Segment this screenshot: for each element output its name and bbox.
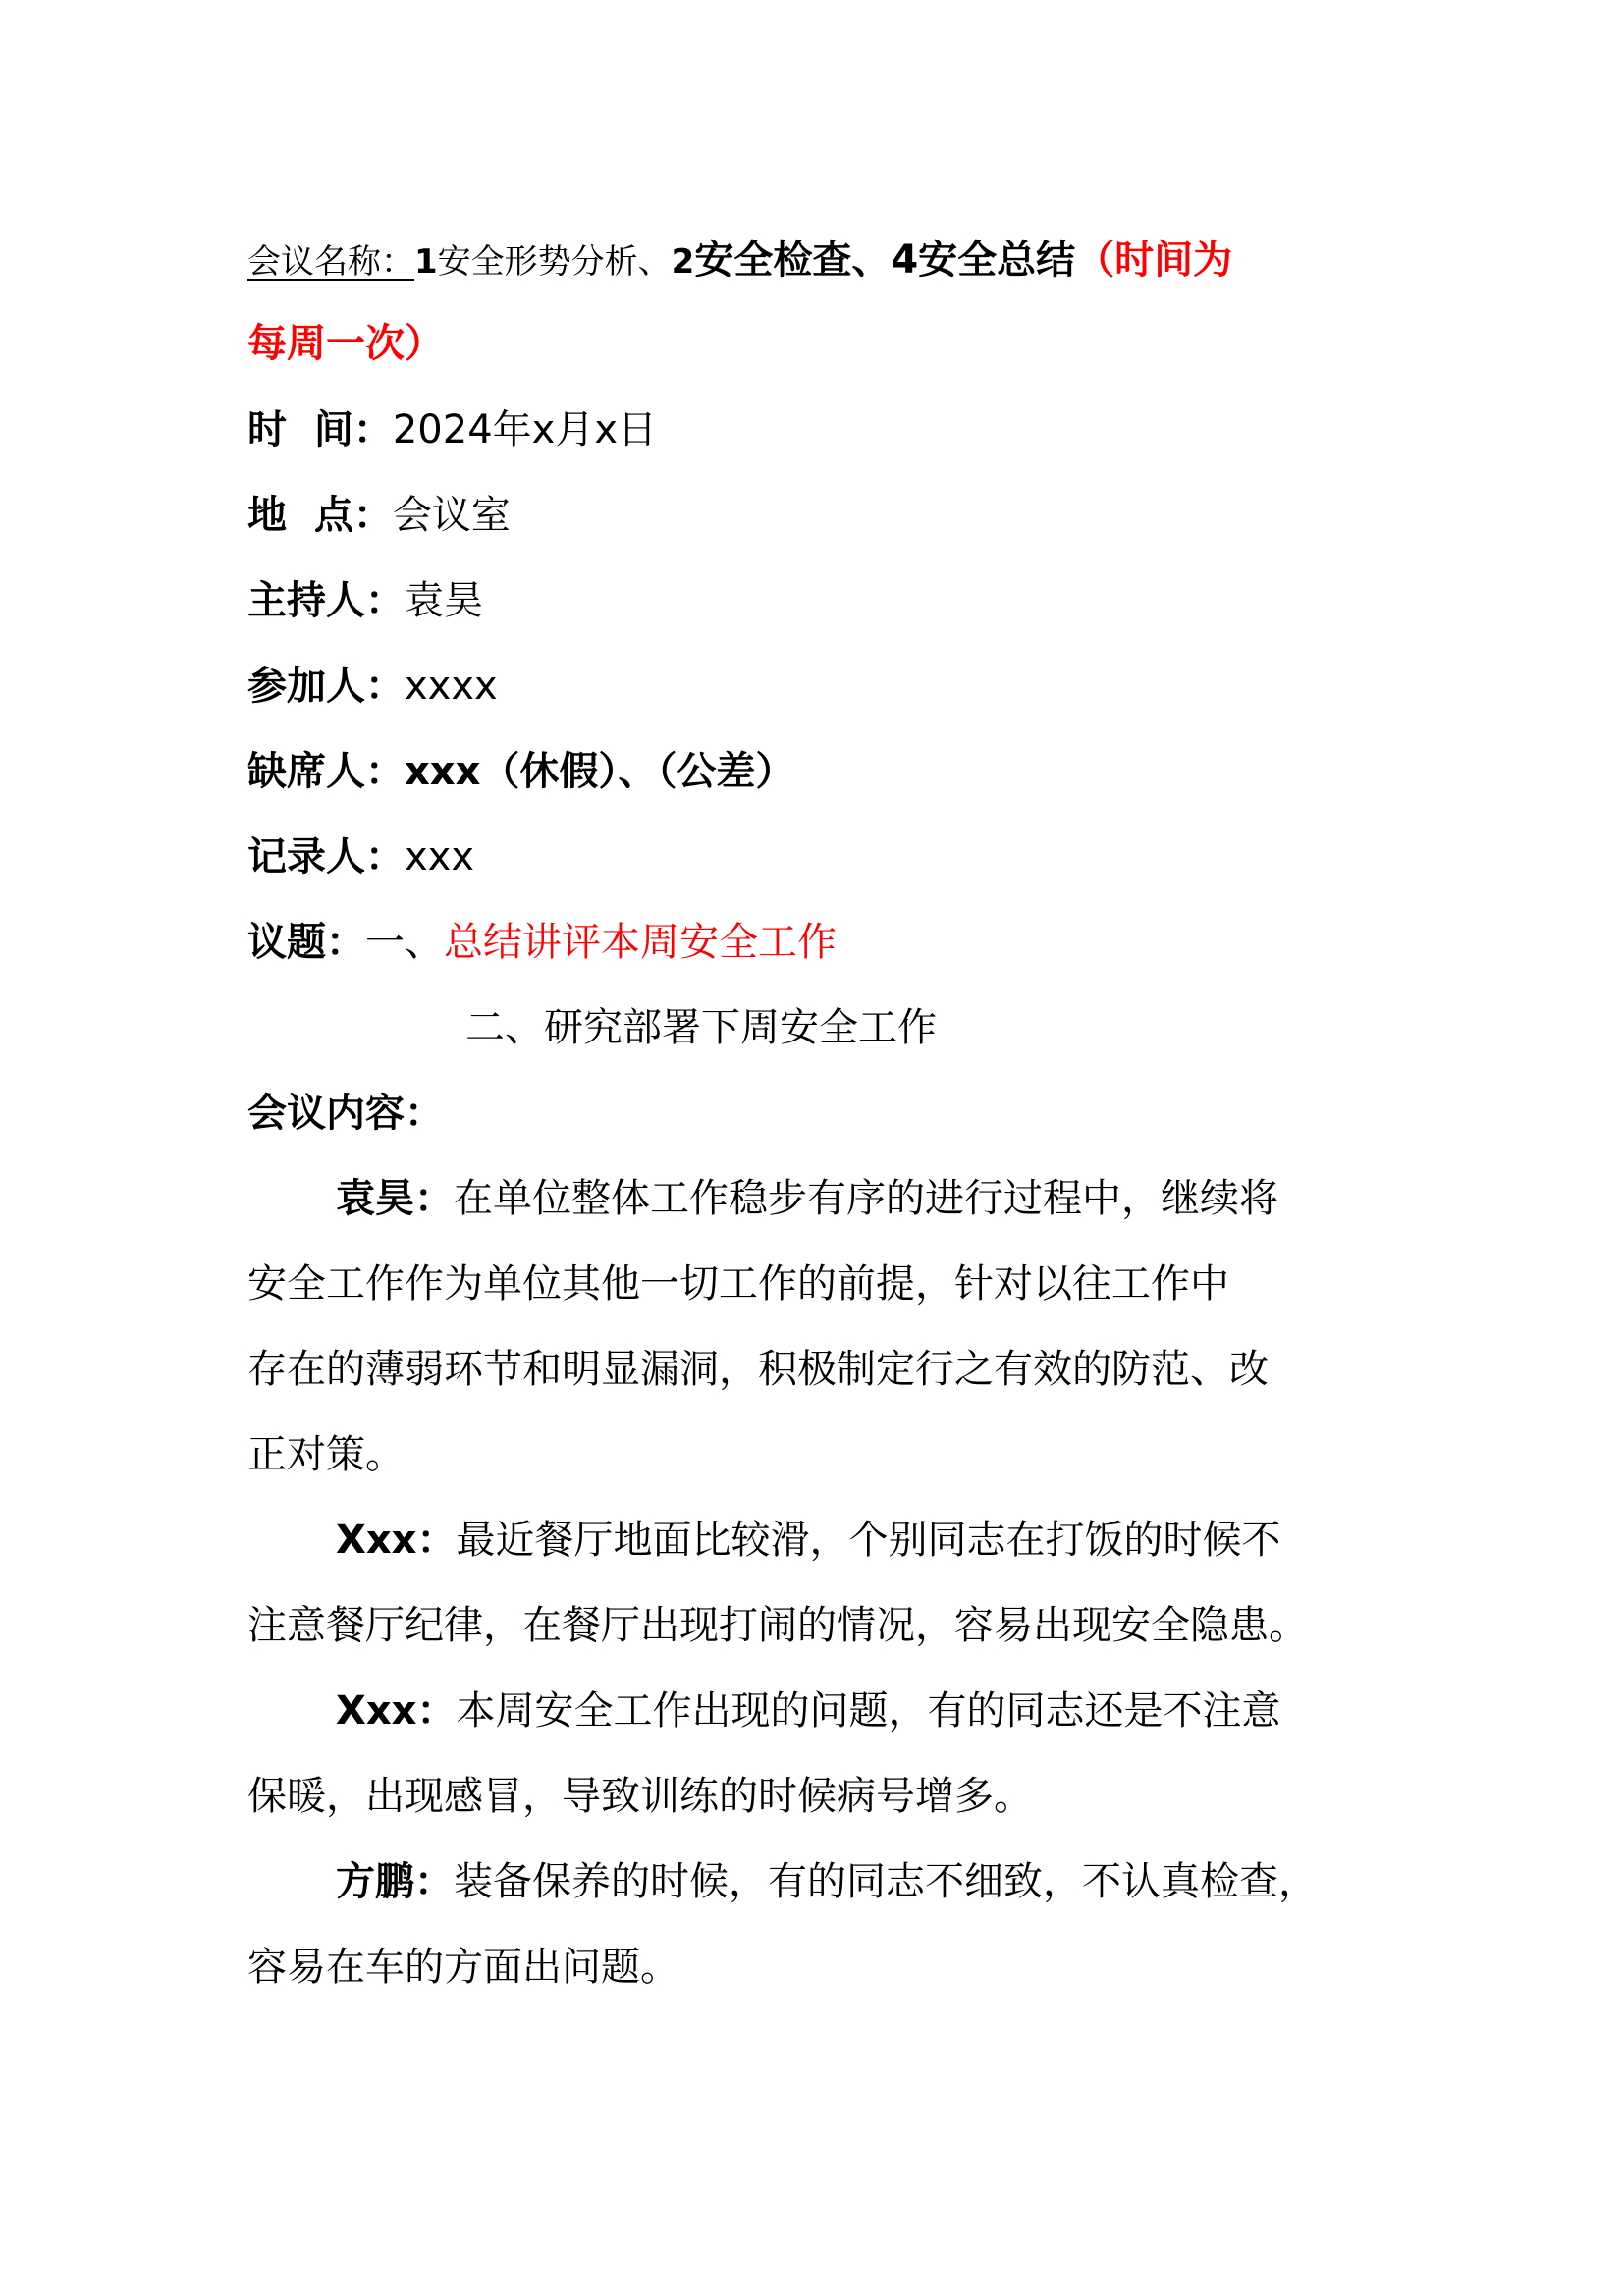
- absent-value: xxx（休假）、（公差）: [405, 749, 795, 794]
- paragraph-1-line-4: 正对策。: [247, 1432, 405, 1477]
- place-row: [247, 486, 511, 545]
- time-value: 2024年x月x日: [392, 407, 657, 453]
- title-label: 会议名称：: [247, 242, 414, 282]
- attendees-value: xxxx: [405, 664, 498, 709]
- agenda-row-1: [247, 913, 837, 972]
- time-row: [247, 400, 657, 459]
- title-note-line2: 每周一次）: [247, 321, 444, 366]
- content-label: 会议内容：: [247, 1091, 444, 1136]
- title-item1: 安全形势分析、: [437, 242, 672, 282]
- paragraph-text: 本周安全工作出现的问题，有的同志还是不注意: [456, 1688, 1281, 1734]
- paragraph-4-line-1: [247, 1852, 1318, 1911]
- agenda-label: 议题：: [247, 920, 365, 965]
- paragraph-1-line-1: [247, 1169, 1278, 1228]
- title-note-line1: （时间为: [1075, 238, 1233, 283]
- place-value: 会议室: [392, 493, 511, 538]
- speaker-name: 方鹏：: [336, 1859, 454, 1904]
- paragraph-text: 在单位整体工作稳步有序的进行过程中，继续将: [454, 1176, 1278, 1221]
- paragraph-text: 装备保养的时候，有的同志不细致，不认真检查，: [454, 1859, 1318, 1904]
- speaker-name: 袁昊：: [336, 1176, 454, 1221]
- place-label: 地 点：: [247, 493, 393, 538]
- paragraph-2-line-1: [247, 1511, 1280, 1570]
- paragraph-3-line-1: [247, 1682, 1280, 1740]
- meeting-title: [247, 231, 1232, 292]
- absent-row: [247, 742, 794, 801]
- paragraph-1-line-3: 存在的薄弱环节和明显漏洞，积极制定行之有效的防范、改: [247, 1347, 1269, 1392]
- paragraph-text: 最近餐厅地面比较滑，个别同志在打饭的时候不: [456, 1518, 1281, 1563]
- host-label: 主持人：: [247, 578, 405, 623]
- paragraph-3-line-2: 保暖，出现感冒，导致训练的时候病号增多。: [247, 1774, 1033, 1819]
- attendees-row: [247, 657, 498, 716]
- host-value: 袁昊: [405, 578, 483, 623]
- speaker-name: Xxx：: [336, 1688, 457, 1734]
- host-row: [247, 571, 483, 630]
- recorder-label: 记录人：: [247, 834, 405, 880]
- agenda-item1-prefix: 一、: [365, 920, 444, 965]
- agenda-item1-text: 总结讲评本周安全工作: [444, 920, 837, 965]
- recorder-row: [247, 828, 474, 886]
- agenda-item2: 二、研究部署下周安全工作: [465, 1005, 937, 1050]
- time-label: 时 间：: [247, 407, 393, 453]
- title-num1: 1: [414, 242, 438, 282]
- speaker-name: Xxx：: [336, 1518, 457, 1563]
- recorder-value: xxx: [405, 834, 475, 880]
- paragraph-2-line-2: 注意餐厅纪律，在餐厅出现打闹的情况，容易出现安全隐患。: [247, 1603, 1308, 1648]
- absent-label: 缺席人：: [247, 749, 405, 794]
- paragraph-4-line-2: 容易在车的方面出问题。: [247, 1945, 679, 1990]
- paragraph-1-line-2: 安全工作作为单位其他一切工作的前提，针对以往工作中: [247, 1261, 1229, 1307]
- title-num2: 2: [671, 242, 695, 282]
- attendees-label: 参加人：: [247, 664, 405, 709]
- title-item2: 安全检查、4安全总结: [694, 238, 1076, 283]
